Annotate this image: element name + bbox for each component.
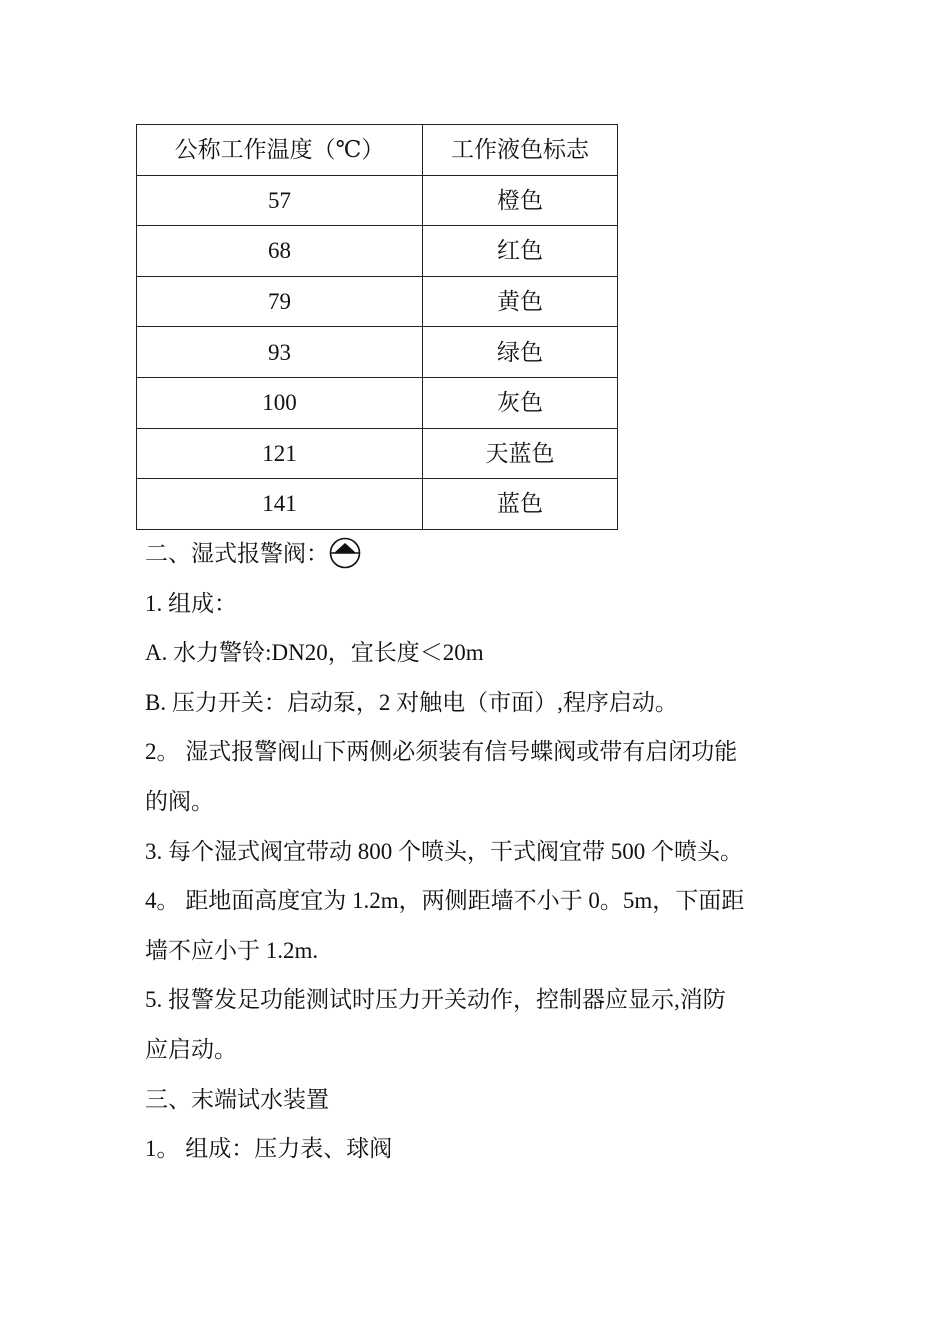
cell-color: 绿色 xyxy=(423,327,618,378)
text-line: 4。 距地面高度宜为 1.2m，两侧距墙不小于 0。5m，下面距 xyxy=(145,888,745,914)
section-heading-end-test-device: 三、末端试水装置 xyxy=(145,1086,329,1112)
temperature-color-table xyxy=(136,124,618,530)
cell-temperature: 141 xyxy=(137,479,423,530)
cell-temperature: 57 xyxy=(137,175,423,226)
table-row xyxy=(137,428,618,479)
body-text xyxy=(145,529,825,1174)
table-row xyxy=(137,479,618,530)
text-line: 的阀。 xyxy=(145,788,214,814)
cell-temperature: 93 xyxy=(137,327,423,378)
cell-color: 蓝色 xyxy=(423,479,618,530)
text-line: 1. 组成： xyxy=(145,590,237,616)
text-line: B. 压力开关：启动泵，2 对触电（市面）,程序启动。 xyxy=(145,689,678,715)
table-row xyxy=(137,175,618,226)
cell-color: 红色 xyxy=(423,226,618,277)
header-color: 工作液色标志 xyxy=(423,125,618,176)
header-temperature: 公称工作温度（℃） xyxy=(137,125,423,176)
wet-alarm-valve-symbol-icon xyxy=(329,537,361,569)
cell-temperature: 121 xyxy=(137,428,423,479)
cell-color: 天蓝色 xyxy=(423,428,618,479)
text-line: 2。 湿式报警阀山下两侧必须装有信号蝶阀或带有启闭功能 xyxy=(145,739,738,765)
cell-color: 橙色 xyxy=(423,175,618,226)
text-line: A. 水力警铃:DN20，宜长度＜20m xyxy=(145,640,484,666)
cell-temperature: 100 xyxy=(137,377,423,428)
text-line: 3. 每个湿式阀宜带动 800 个喷头，干式阀宜带 500 个喷头。 xyxy=(145,838,743,864)
text-line: 墙不应小于 1.2m. xyxy=(145,937,319,963)
cell-temperature: 68 xyxy=(137,226,423,277)
table-row xyxy=(137,327,618,378)
text-line: 5. 报警发足功能测试时压力开关动作，控制器应显示,消防 xyxy=(145,987,726,1013)
text-line: 1。 组成：压力表、球阀 xyxy=(145,1136,393,1162)
table-row xyxy=(137,377,618,428)
section-heading-wet-alarm-valve xyxy=(145,529,825,579)
table-row xyxy=(137,276,618,327)
table-header-row xyxy=(137,125,618,176)
cell-color: 黄色 xyxy=(423,276,618,327)
cell-color: 灰色 xyxy=(423,377,618,428)
heading-text: 二、湿式报警阀： xyxy=(145,541,329,566)
table-row xyxy=(137,226,618,277)
cell-temperature: 79 xyxy=(137,276,423,327)
text-line: 应启动。 xyxy=(145,1036,237,1062)
